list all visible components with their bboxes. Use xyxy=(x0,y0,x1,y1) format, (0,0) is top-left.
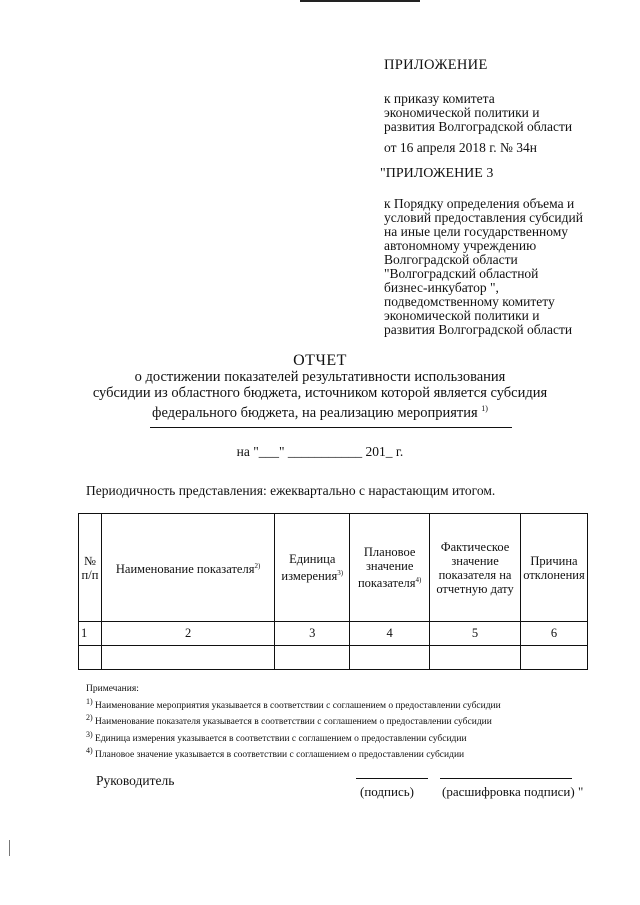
note-text: Наименование мероприятия указывается в соответствии с соглашением о предоставлении субсидии xyxy=(95,700,501,711)
header-text: Фактическое значение показателя на отчетную дату xyxy=(436,539,514,596)
footnote-marker: 2) xyxy=(254,561,261,570)
note-item xyxy=(86,729,501,746)
report-subtitle-text: федерального бюджета, на реализацию мероприятия xyxy=(152,404,478,421)
table-cell: 3 xyxy=(275,622,350,646)
header-cell-number xyxy=(79,514,102,622)
note-item xyxy=(86,745,501,762)
appendix-text xyxy=(384,92,629,134)
notes-title: Примечания: xyxy=(86,684,139,694)
header-cell-indicator xyxy=(101,514,274,622)
table-row-numbers xyxy=(79,622,588,646)
note-item xyxy=(86,696,501,713)
note-text: Плановое значение указывается в соответствии с соглашением о предоставлении субсидии xyxy=(95,750,465,761)
table-cell xyxy=(520,646,587,670)
footnote-marker: 4) xyxy=(415,575,422,584)
appendix3-text-line: к Порядку определения объема и xyxy=(384,196,575,211)
report-subtitle-line-3 xyxy=(0,401,640,421)
periodicity-text: Периодичность представления: ежеквартально с нарастающим итогом. xyxy=(86,483,496,498)
appendix3-text-line: автономному учреждению xyxy=(384,238,537,253)
appendix3-text xyxy=(384,197,629,337)
footnote-marker: 4) xyxy=(86,746,93,756)
appendix-text-line: развития Волгоградской области xyxy=(384,119,573,134)
table-cell: 5 xyxy=(430,622,521,646)
footnote-marker: 3) xyxy=(337,568,344,577)
table-cell xyxy=(430,646,521,670)
footnote-marker: 3) xyxy=(86,729,93,739)
appendix3-text-line: Волгоградской области xyxy=(384,252,518,267)
report-subtitle xyxy=(0,370,640,421)
appendix3-text-line: "Волгоградский областной xyxy=(384,266,539,281)
appendix3-title: "ПРИЛОЖЕНИЕ 3 xyxy=(380,166,494,181)
table-header-row xyxy=(79,514,588,622)
scan-edge-mark xyxy=(300,0,420,2)
header-text: Плановое значение показателя xyxy=(357,544,416,591)
appendix3-text-line: на иные цели государственному xyxy=(384,224,569,239)
table-cell: 4 xyxy=(350,622,430,646)
measure-name-blank-line xyxy=(150,427,512,428)
note-text: Наименование показателя указывается в соответствии с соглашением о предоставлении субсидии xyxy=(95,717,492,728)
header-text: Причина отклонения xyxy=(523,553,585,582)
table-cell xyxy=(275,646,350,670)
header-cell-planned xyxy=(350,514,430,622)
header-cell-reason xyxy=(520,514,587,622)
table-cell xyxy=(79,646,102,670)
appendix3-text-line: условий предоставления субсидий xyxy=(384,210,583,225)
report-subtitle-line: субсидии из областного бюджета, источником которой является субсидия xyxy=(92,384,548,401)
appendix3-text-line: развития Волгоградской области xyxy=(384,322,573,337)
appendix3-text-line: экономической политики и xyxy=(384,308,540,323)
header-cell-unit xyxy=(275,514,350,622)
header-text: № п/п xyxy=(81,553,99,582)
notes-section xyxy=(86,683,501,762)
appendix-title: ПРИЛОЖЕНИЕ xyxy=(384,57,488,73)
signatory-label: Руководитель xyxy=(96,773,175,788)
table-cell: 2 xyxy=(101,622,274,646)
header-cell-actual xyxy=(430,514,521,622)
appendix-date: от 16 апреля 2018 г. № 34н xyxy=(384,140,537,155)
decode-caption: (расшифровка подписи) " xyxy=(442,784,584,799)
note-text: Единица измерения указывается в соответствии с соглашением о предоставлении субсидии xyxy=(95,733,467,744)
header-text: Единица измерения xyxy=(281,551,338,584)
note-item xyxy=(86,712,501,729)
table-cell xyxy=(101,646,274,670)
header-text: Наименование показателя xyxy=(115,562,255,577)
footnote-marker: 2) xyxy=(86,713,93,723)
signature-caption: (подпись) xyxy=(360,784,414,799)
appendix-text-line: экономической политики и xyxy=(384,105,540,120)
table-cell: 6 xyxy=(520,622,587,646)
table-row-empty xyxy=(79,646,588,670)
report-table xyxy=(78,513,588,670)
signature-blank-line xyxy=(356,778,428,779)
scan-edge-mark xyxy=(9,840,10,856)
table-cell xyxy=(350,646,430,670)
appendix3-text-line: подведомственному комитету xyxy=(384,294,555,309)
table-cell: 1 xyxy=(79,622,102,646)
decode-blank-line xyxy=(440,778,572,779)
footnote-marker: 1) xyxy=(86,696,93,706)
report-subtitle-line: о достижении показателей результативности использования xyxy=(134,369,506,385)
report-title: ОТЧЕТ xyxy=(293,352,347,369)
appendix-text-line: к приказу комитета xyxy=(384,91,495,106)
appendix3-text-line: бизнес-инкубатор ", xyxy=(384,280,499,295)
footnote-marker: 1) xyxy=(481,404,488,413)
report-date-line: на "___" ___________ 201_ г. xyxy=(236,444,404,459)
